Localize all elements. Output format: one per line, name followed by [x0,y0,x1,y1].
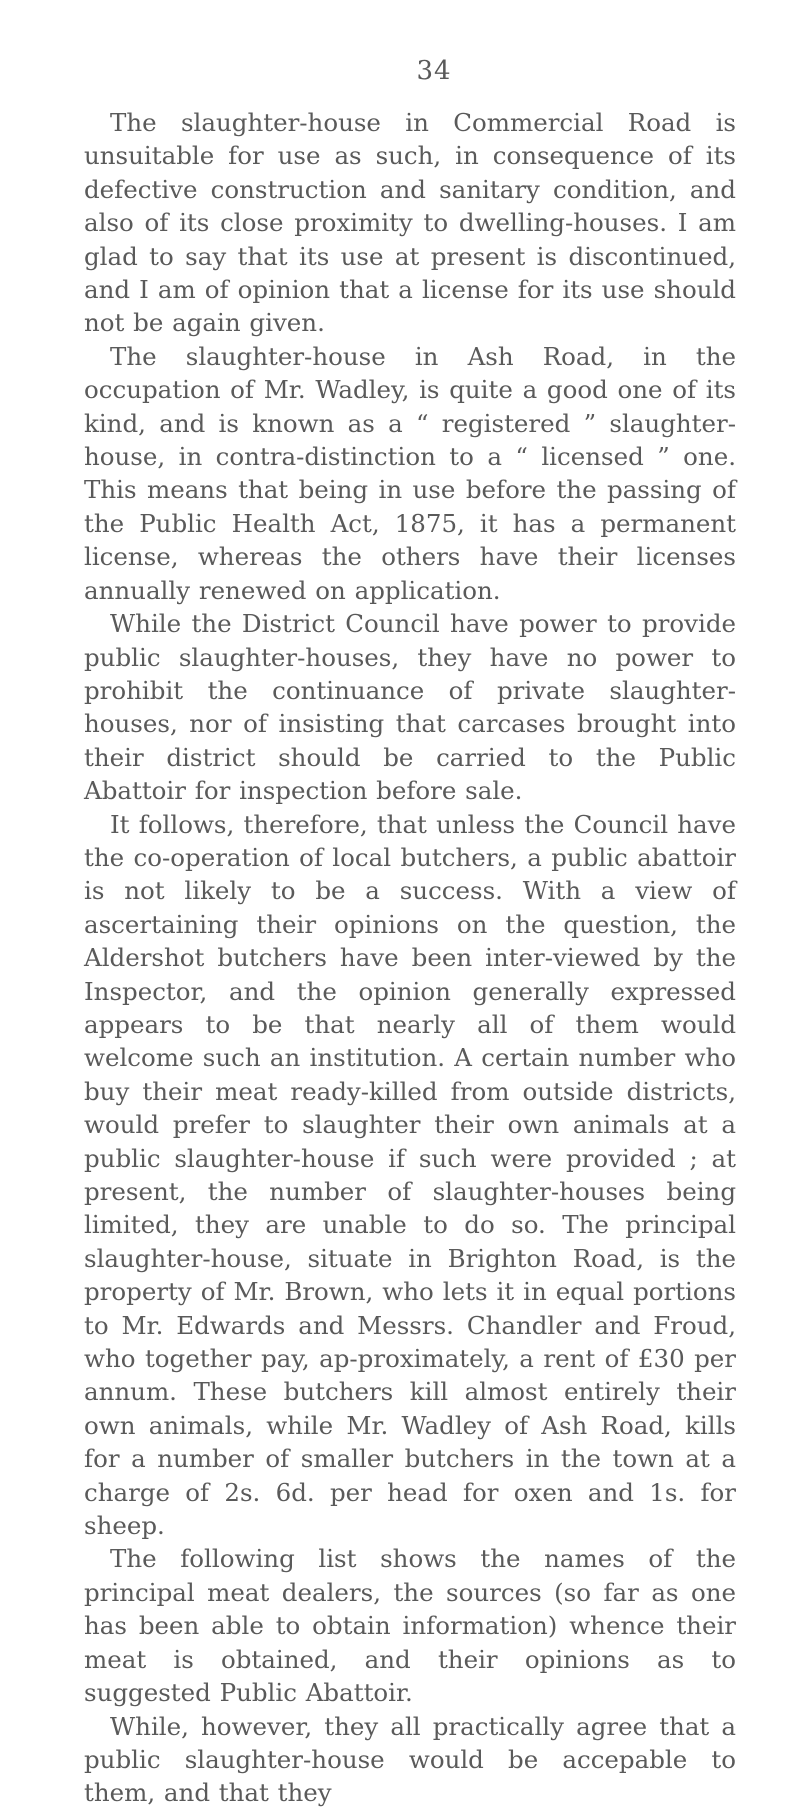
paragraph-ash-road: The slaughter-house in Ash Road, in the occupation of Mr. Wadley, is quite a good one of its kind, and is known as a “ registered ” slaughter-house, in contra-distinction to a “ licensed ” one. This means that being in use before the passing of the Public Health Act, 1875, it has a permanent license, whereas the others have their licenses annually renewed on application. [84,341,736,605]
paragraph-district-council: While the District Council have power to provide public slaughter-houses, they have no power to prohibit the continuance of private slaughter-houses, nor of insisting that carcases brought into their district should be carried to the Public Abattoir for inspection before sale. [84,609,736,806]
paragraph-meat-dealers-list: The following list shows the names of the principal meat dealers, the sources (so far as one has been able to obtain information) whence their meat is obtained, and their opinions as to suggested Public Abattoir. [84,1544,736,1708]
paragraph-public-slaughter-house: While, however, they all practically agree that a public slaughter-house would be accepable to them, and that they [84,1711,736,1808]
document-page [84,56,736,1810]
paragraph-commercial-road: The slaughter-house in Commercial Road is unsuitable for use as such, in consequence of its defective construction and sanitary condition, and also of its close proximity to dwelling-houses. I am glad to say that its use at present is discontinued, and I am of opinion that a license for its use should not be again given. [84,108,736,338]
paragraph-local-butchers: It follows, therefore, that unless the Council have the co-operation of local butchers, a public abattoir is not likely to be a success. With a view of ascertaining their opinions on the question, the Aldershot butchers have been inter-viewed by the Inspector, and the opinion generally expressed appears to be that nearly all of them would welcome such an institution. A certain number who buy their meat ready-killed from outside districts, would prefer to slaughter their own animals at a public slaughter-house if such were provided ; at present, the number of slaughter-houses being limited, they are unable to do so. The principal slaughter-house, situate in Brighton Road, is the property of Mr. Brown, who lets it in equal portions to Mr. Edwards and Messrs. Chandler and Froud, who together pay, ap-proximately, a rent of £30 per annum. These butchers kill almost entirely their own animals, while Mr. Wadley of Ash Road, kills for a number of smaller butchers in the town at a charge of 2s. 6d. per head for oxen and 1s. for sheep. [84,809,736,1541]
page-number: 34 [416,56,452,86]
